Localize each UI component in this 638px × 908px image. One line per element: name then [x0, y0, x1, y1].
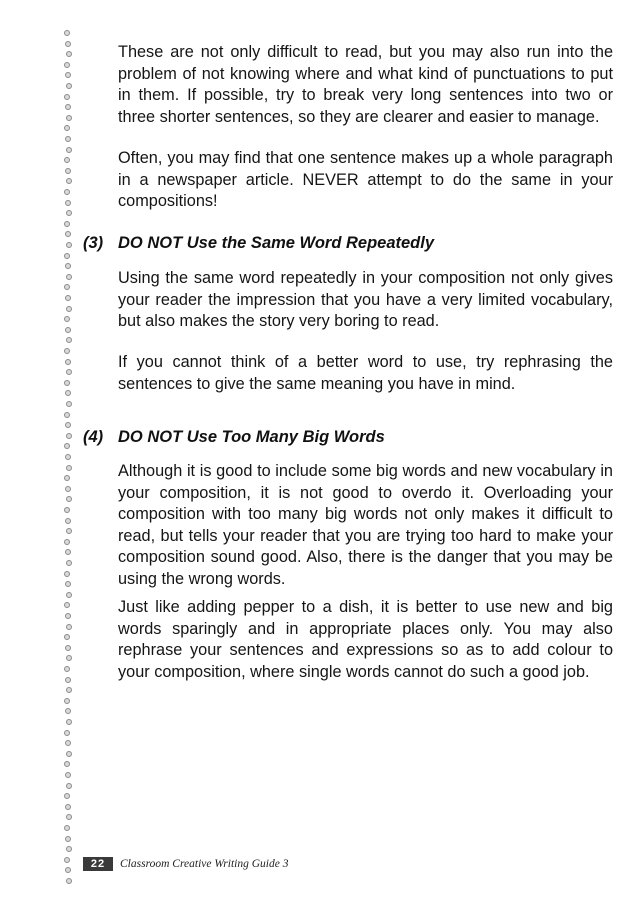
binding-hole: [65, 581, 71, 587]
binding-hole: [64, 698, 70, 704]
binding-hole: [66, 878, 72, 884]
binding-hole: [65, 518, 71, 524]
binding-hole: [64, 221, 70, 227]
binding-hole: [65, 836, 71, 842]
binding-hole: [65, 677, 71, 683]
section-title: DO NOT Use the Same Word Repeatedly: [118, 234, 435, 252]
binding-hole: [64, 189, 70, 195]
binding-hole: [65, 549, 71, 555]
binding-hole: [66, 401, 72, 407]
binding-hole: [64, 602, 70, 608]
binding-hole: [65, 390, 71, 396]
page-number: 22: [83, 857, 113, 871]
binding-hole: [64, 94, 70, 100]
binding-hole: [64, 475, 70, 481]
binding-hole: [64, 125, 70, 131]
binding-hole: [66, 846, 72, 852]
spiral-binding: [55, 30, 85, 890]
section-title: DO NOT Use Too Many Big Words: [118, 428, 385, 446]
binding-hole: [64, 730, 70, 736]
binding-hole: [66, 433, 72, 439]
binding-hole: [66, 337, 72, 343]
binding-hole: [64, 443, 70, 449]
binding-hole: [66, 496, 72, 502]
binding-hole: [64, 348, 70, 354]
binding-hole: [64, 761, 70, 767]
binding-hole: [65, 422, 71, 428]
binding-hole: [66, 115, 72, 121]
section-number: (3): [83, 234, 104, 252]
binding-hole: [65, 168, 71, 174]
binding-hole: [64, 380, 70, 386]
binding-hole: [65, 41, 71, 47]
binding-hole: [65, 740, 71, 746]
binding-hole: [65, 104, 71, 110]
binding-hole: [64, 825, 70, 831]
binding-hole: [65, 263, 71, 269]
binding-hole: [64, 666, 70, 672]
binding-hole: [66, 51, 72, 57]
binding-hole: [65, 772, 71, 778]
binding-hole: [66, 592, 72, 598]
binding-hole: [65, 295, 71, 301]
binding-hole: [66, 210, 72, 216]
binding-hole: [65, 231, 71, 237]
section-4-paragraph-1: Although it is good to include some big words and new vocabulary in your composition, it is not good to overdo it. Overloading your composition with too many big words not only makes it difficult to read, but tells your reader that you are trying too hard to make your composition sound good. Also, there is the danger that you may be using the wrong words.: [118, 462, 613, 588]
binding-hole: [66, 751, 72, 757]
binding-hole: [64, 30, 70, 36]
binding-hole: [66, 687, 72, 693]
book-title: Classroom Creative Writing Guide 3: [120, 858, 289, 870]
section-heading-4: [83, 427, 385, 448]
binding-hole: [64, 793, 70, 799]
binding-hole: [65, 359, 71, 365]
binding-hole: [66, 369, 72, 375]
binding-hole: [66, 242, 72, 248]
binding-hole: [65, 613, 71, 619]
section-heading-3: [83, 233, 434, 254]
binding-hole: [66, 783, 72, 789]
binding-hole: [64, 412, 70, 418]
binding-hole: [66, 274, 72, 280]
binding-hole: [66, 528, 72, 534]
binding-hole: [65, 804, 71, 810]
section-3-paragraph-1: Using the same word repeatedly in your composition not only gives your reader the impression that you have a very limited vocabulary, but also makes the story very boring to read.: [118, 269, 613, 330]
binding-hole: [64, 857, 70, 863]
binding-hole: [66, 147, 72, 153]
binding-hole: [65, 72, 71, 78]
binding-hole: [65, 327, 71, 333]
binding-hole: [66, 178, 72, 184]
binding-hole: [64, 253, 70, 259]
binding-hole: [64, 571, 70, 577]
binding-hole: [64, 316, 70, 322]
binding-hole: [64, 157, 70, 163]
binding-hole: [66, 306, 72, 312]
binding-hole: [65, 454, 71, 460]
binding-hole: [66, 624, 72, 630]
section-number: (4): [83, 428, 104, 446]
section-3-paragraph-2: If you cannot think of a better word to use, try rephrasing the sentences to give the same meaning you have in mind.: [118, 353, 613, 393]
intro-paragraph-1: These are not only difficult to read, but you may also run into the problem of not knowing where and what kind of punctuations to put in them. If possible, try to break very long sentences into two or three shorter sentences, so they are clearer and easier to manage.: [118, 43, 613, 126]
binding-hole: [65, 708, 71, 714]
binding-hole: [65, 867, 71, 873]
binding-hole: [66, 814, 72, 820]
binding-hole: [64, 62, 70, 68]
binding-hole: [64, 634, 70, 640]
binding-hole: [64, 284, 70, 290]
intro-paragraph-2: Often, you may find that one sentence makes up a whole paragraph in a newspaper article. NEVER attempt to do the same in your compositions!: [118, 149, 613, 210]
page-footer: [83, 856, 288, 872]
binding-hole: [64, 507, 70, 513]
binding-hole: [65, 645, 71, 651]
binding-hole: [65, 136, 71, 142]
section-4-paragraph-2: Just like adding pepper to a dish, it is better to use new and big words sparingly and in appropriate places only. You may also rephrase your sentences and expressions so as to add colour to your composition, where single words cannot do such a good job.: [118, 598, 613, 681]
binding-hole: [66, 83, 72, 89]
binding-hole: [66, 719, 72, 725]
binding-hole: [64, 539, 70, 545]
binding-hole: [65, 486, 71, 492]
binding-hole: [66, 465, 72, 471]
binding-hole: [66, 655, 72, 661]
binding-hole: [65, 200, 71, 206]
binding-hole: [66, 560, 72, 566]
